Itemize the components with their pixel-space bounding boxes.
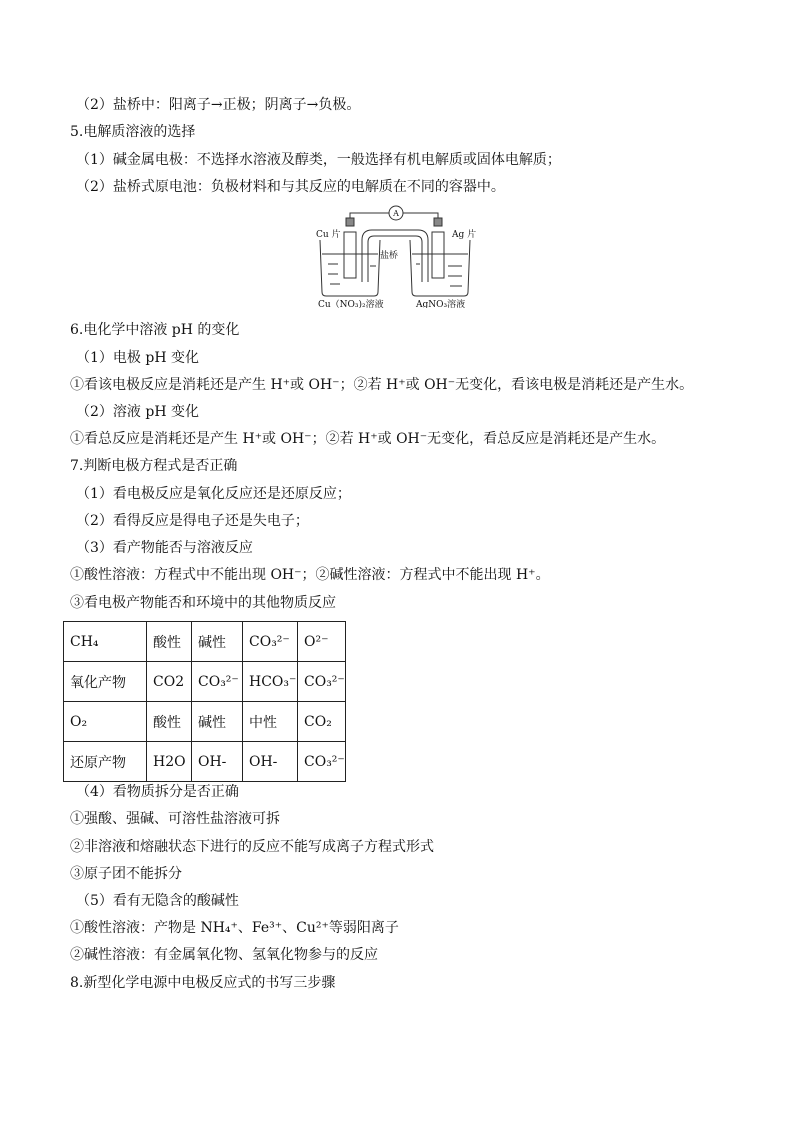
electrode-product-table xyxy=(63,621,346,782)
table-cell: CO₃²⁻ xyxy=(298,742,346,782)
table-cell: O₂ xyxy=(64,702,147,742)
text-line: （2）看得反应是得电子还是失电子； xyxy=(76,513,309,529)
text-line: （1）电极 pH 变化 xyxy=(76,350,199,366)
section-heading: 7.判断电极方程式是否正确 xyxy=(70,458,238,474)
ammeter-label: A xyxy=(393,209,399,218)
text-line: ②非溶液和熔融状态下进行的反应不能写成离子方程式形式 xyxy=(70,839,434,855)
table-row xyxy=(64,702,346,742)
text-line: （3）看产物能否与溶液反应 xyxy=(76,540,253,556)
table-cell: CO₃²⁻ xyxy=(192,662,243,702)
text-line: （1）看电极反应是氧化反应还是还原反应； xyxy=(76,486,351,502)
table-cell: CO2 xyxy=(147,662,192,702)
table-cell: CO₂ xyxy=(298,702,346,742)
text-line: ①酸性溶液：方程式中不能出现 OH⁻；②碱性溶液：方程式中不能出现 H⁺。 xyxy=(70,567,550,583)
text-line: （2）盐桥式原电池：负极材料和与其反应的电解质在不同的容器中。 xyxy=(76,179,505,195)
section-heading: 5.电解质溶液的选择 xyxy=(70,124,196,140)
text-line: （4）看物质拆分是否正确 xyxy=(76,784,239,800)
section-heading: 8.新型化学电源中电极反应式的书写三步骤 xyxy=(70,975,336,991)
table-cell: CO₃²⁻ xyxy=(243,622,298,662)
text-line: ①酸性溶液：产物是 NH₄⁺、Fe³⁺、Cu²⁺等弱阳离子 xyxy=(70,920,399,936)
text-line: ①强酸、强碱、可溶性盐溶液可拆 xyxy=(70,811,280,827)
table-cell: 酸性 xyxy=(147,702,192,742)
table-cell: OH- xyxy=(192,742,243,782)
left-electrode-label: Cu 片 xyxy=(316,230,341,240)
text-line: （5）看有无隐含的酸碱性 xyxy=(76,893,239,909)
table-row xyxy=(64,742,346,782)
text-line: ③原子团不能拆分 xyxy=(70,866,182,882)
text-line: ①看总反应是消耗还是产生 H⁺或 OH⁻；②若 H⁺或 OH⁻无变化，看总反应是消耗还是产生水。 xyxy=(70,431,666,447)
table-cell: 酸性 xyxy=(147,622,192,662)
table-cell: 还原产物 xyxy=(64,742,147,782)
salt-bridge-label: 盐桥 xyxy=(380,251,399,261)
table-cell: 碱性 xyxy=(192,622,243,662)
table-cell: CH₄ xyxy=(64,622,147,662)
text-line: ②碱性溶液：有金属氧化物、氢氧化物参与的反应 xyxy=(70,947,378,963)
table-cell: O²⁻ xyxy=(298,622,346,662)
left-solution-label: Cu（NO₃)₂溶液 xyxy=(318,300,384,308)
text-line: ③看电极产物能否和环境中的其他物质反应 xyxy=(70,595,336,611)
text-line: （2）盐桥中：阳离子→正极；阴离子→负极。 xyxy=(76,97,361,113)
salt-bridge-cell-diagram xyxy=(312,204,482,308)
table-cell: 碱性 xyxy=(192,702,243,742)
text-line: （2）溶液 pH 变化 xyxy=(76,404,199,420)
table-row xyxy=(64,622,346,662)
table-cell: OH- xyxy=(243,742,298,782)
table-cell: 氧化产物 xyxy=(64,662,147,702)
table-row xyxy=(64,662,346,702)
right-solution-label: AgNO₃溶液 xyxy=(416,300,466,308)
right-electrode-label: Ag 片 xyxy=(452,230,477,240)
section-heading: 6.电化学中溶液 pH 的变化 xyxy=(70,322,240,338)
table-cell: HCO₃⁻ xyxy=(243,662,298,702)
text-line: ①看该电极反应是消耗还是产生 H⁺或 OH⁻；②若 H⁺或 OH⁻无变化，看该电极是消耗还是产生水。 xyxy=(70,377,694,393)
text-line: （1）碱金属电极：不选择水溶液及醇类，一般选择有机电解质或固体电解质； xyxy=(76,152,561,168)
table-cell: H2O xyxy=(147,742,192,782)
table-cell: 中性 xyxy=(243,702,298,742)
table-cell: CO₃²⁻ xyxy=(298,662,346,702)
